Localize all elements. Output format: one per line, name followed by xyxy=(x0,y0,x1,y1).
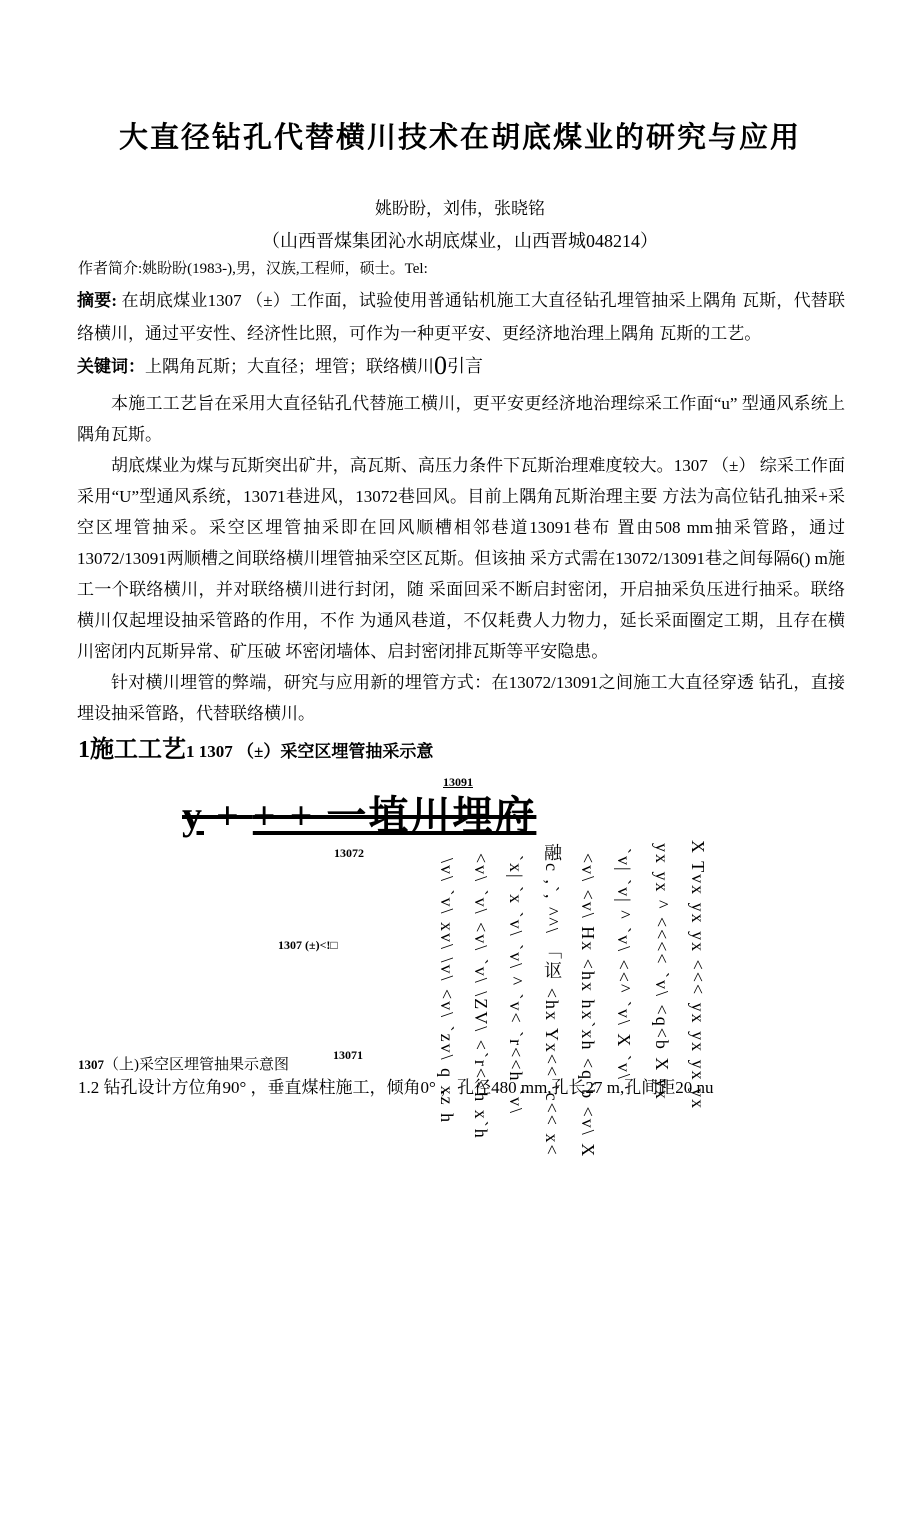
paragraph-intro: 本施工工艺旨在采用大直径钻孔代替施工横川，更平安更经济地治理综采工作面“u” 型通风系统上隅角瓦斯。 xyxy=(77,394,845,444)
keywords-text: 上隅角瓦斯；大直径；埋管；联络横川 xyxy=(145,357,434,376)
figure-garbled-heading xyxy=(182,784,536,841)
garbled-heading-part-a: y xyxy=(182,793,204,838)
figure-label-13071: 13071 xyxy=(333,1048,363,1062)
garbled-column: yx yx ^ <<<< `v\ <q<b X yx xyxy=(652,843,672,1101)
garbled-heading-part-c: + + 一埴川埋府 xyxy=(252,793,537,838)
garbled-column: `x| `x `v\ `v\ ^ `v< `r<<h `v\ xyxy=(506,855,526,1115)
figure-label-13091: 13091 xyxy=(443,775,473,789)
section0-number: 0 xyxy=(434,351,447,380)
figure-caption-text: （上)采空区埋管抽果示意图 xyxy=(104,1057,289,1073)
abstract-label: 摘要: xyxy=(77,291,118,310)
authors-line: 姚盼盼，刘伟，张晓铭 xyxy=(375,199,545,218)
paragraph-drill-design: 1.2 钻孔设计方位角90° ，垂直煤柱施工，倾角0° ，孔径480 mm,孔长27 m,孔间距20 nu xyxy=(78,1078,714,1097)
affiliation-line: （山西晋煤集团沁水胡底煤业，山西晋城048214） xyxy=(262,231,658,251)
abstract-block xyxy=(77,284,845,383)
abstract-text: 在胡底煤业1307 （±）工作面，试验使用普通钻机施工大直径钻孔埋管抽采上隅角 瓦斯，代替联络横川，通过平安性、经济性比照，可作为一种更平安、更经济地治理上隅角 瓦斯的工艺。 xyxy=(77,291,845,343)
garbled-column: `v| `v| ^ `v\ <<^ `v\ X `v\ xyxy=(614,848,634,1081)
keywords-label: 关键词： xyxy=(77,357,145,376)
figure-label-13072: 13072 xyxy=(334,846,364,860)
section1-heading xyxy=(78,729,844,764)
garbled-column: <v\ `v\ <v\ `v\ \ZV\ <`r<<h x`h xyxy=(471,853,491,1140)
page-title: 大直径钻孔代替横川技术在胡底煤业的研究与应用 xyxy=(118,122,801,154)
figure-caption xyxy=(78,1053,289,1074)
garbled-heading-part-b: + xyxy=(204,793,253,838)
figure-label-workface: 1307 (±)<!□ xyxy=(278,938,338,952)
abstract-paragraph xyxy=(77,284,845,350)
garbled-column: X Tvx yx yx <<< yx yx yx yx xyxy=(688,840,708,1111)
paragraph-background: 胡底煤业为煤与瓦斯突出矿井，高瓦斯、高压力条件下瓦斯治理难度较大。1307 （±） 综采工作面采用“U”型通风系统，13071巷进风，13072巷回风。目前上隅角瓦斯治理主要 方法为高位钻孔抽采+采空区埋管抽采。采空区埋管抽采即在回风顺槽相邻巷道13091巷布 置由508 mm抽采管路，通过13072/13091两顺槽之间联络横川埋管抽采空区瓦斯。但该抽 采方式需在13072/13091巷之间每隔6() m施工一个联络横川，并对联络横川进行封闭，随 采面回采不断启封密闭，开启抽采负压进行抽采。联络横川仅起埋设抽采管路的作用，不作 为通风巷道，不仅耗费人力物力，延长采面圈定工期，且存在横川密闭内瓦斯异常、矿压破 坏密闭墙体、启封密闭排瓦斯等平安隐患。 xyxy=(77,456,845,661)
section0-title: 引言 xyxy=(447,356,483,376)
figure-caption-number: 1307 xyxy=(78,1057,104,1072)
paragraph-solution: 针对横川埋管的弊端，研究与应用新的埋管方式：在13072/13091之间施工大直径穿透 钻孔，直接埋设抽采管路，代替联络横川。 xyxy=(77,673,845,723)
author-bio-line: 作者简介:姚盼盼(1983-),男，汉族,工程师，硕士。Tel: xyxy=(78,261,428,277)
figure-schematic xyxy=(0,770,920,1159)
section1-title: 1施工工艺 xyxy=(78,737,186,763)
garbled-column: 融c ,`, ^^\ 「讴 <hx Yx<< `c<< x< xyxy=(542,843,562,1157)
garbled-column: <v\ <v\ Hx <hx hx`xh <q`b <v\ X xyxy=(578,853,598,1159)
section1-subtitle: 1 1307 （±）采空区埋管抽采示意 xyxy=(186,742,434,761)
garbled-column: \v\ `v\ xv\ \v\ <v\ `zv\ q xz h xyxy=(437,858,457,1125)
keywords-line xyxy=(77,350,845,383)
